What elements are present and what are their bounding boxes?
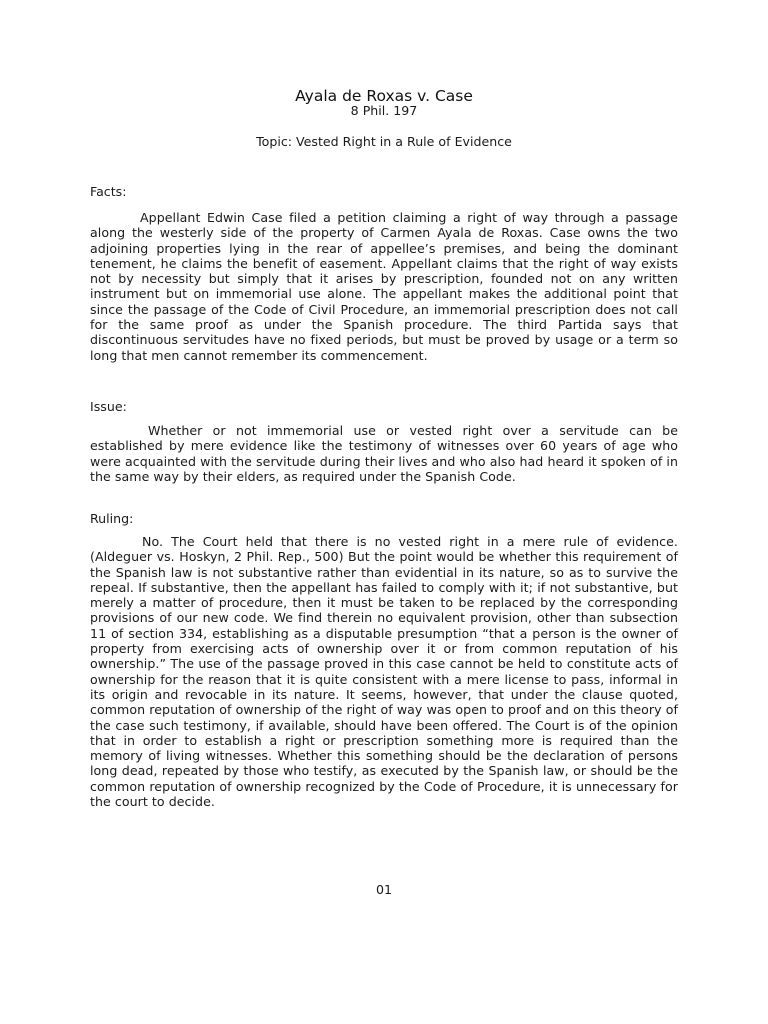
ruling-text: No. The Court held that there is no vested right in a mere rule of evidence. (Aldeguer vs. Hoskyn, 2 Phil. Rep., 500) But the point would be whether this requirement of the Spanish law is not substantive rather than evidential in its nature, so as to survive the repeal. If substantive, then the appellant has failed to comply with it; if not substantive, but merely a matter of procedure, then it must be taken to be replaced by the corresponding provisions of our new code. We find therein no equivalent provision, other than subsection 11 of section 334, establishing as a disputable presumption “that a person is the owner of property from exercising acts of ownership over it or from common reputation of his ownership.” The use of the passage proved in this case cannot be held to constitute acts of ownership for the reason that it is quite consistent with a mere license to pass, informal in its origin and revocable in its nature. It seems, however, that under the clause quoted, common reputation of ownership of the right of way was open to proof and on this theory of the case such testimony, if available, should have been offered. The Court is of the opinion that in order to establish a right or prescription something more is required than the memory of living witnesses. Whether this something should be the declaration of persons long dead, repeated by those who testify, as executed by the Spanish law, or should be the common reputation of ownership recognized by the Code of Procedure, it is unnecessary for the court to decide. <box>90 534 678 810</box>
ruling-paragraph <box>90 534 678 809</box>
facts-text: Appellant Edwin Case filed a petition claiming a right of way through a passage along the westerly side of the property of Carmen Ayala de Roxas. Case owns the two adjoining properties lying in the rear of appellee’s premises, and being the dominant tenement, he claims the benefit of easement. Appellant claims that the right of way exists not by necessity but simply that it arises by prescription, founded not on any written instrument but on immemorial use alone. The appellant makes the additional point that since the passage of the Code of Civil Procedure, an immemorial prescription does not call for the same proof as under the Spanish procedure. The third Partida says that discontinuous servitudes have no fixed periods, but must be proved by usage or a term so long that men cannot remember its commencement. <box>90 210 678 363</box>
case-topic: Topic: Vested Right in a Rule of Evidence <box>256 134 512 149</box>
facts-paragraph <box>90 210 678 363</box>
case-title: Ayala de Roxas v. Case <box>295 87 473 105</box>
issue-text: Whether or not immemorial use or vested right over a servitude can be established by mere evidence like the testimony of witnesses over 60 years of age who were acquainted with the servitude during their lives and who also had heard it spoken of in the same way by their elders, as required under the Spanish Code. <box>90 423 678 484</box>
issue-paragraph <box>90 423 678 484</box>
ruling-heading: Ruling: <box>90 511 134 526</box>
document-page <box>90 0 678 1024</box>
case-citation: 8 Phil. 197 <box>350 103 418 118</box>
issue-heading: Issue: <box>90 399 127 414</box>
page-number: 01 <box>375 882 393 897</box>
facts-heading: Facts: <box>90 184 127 199</box>
